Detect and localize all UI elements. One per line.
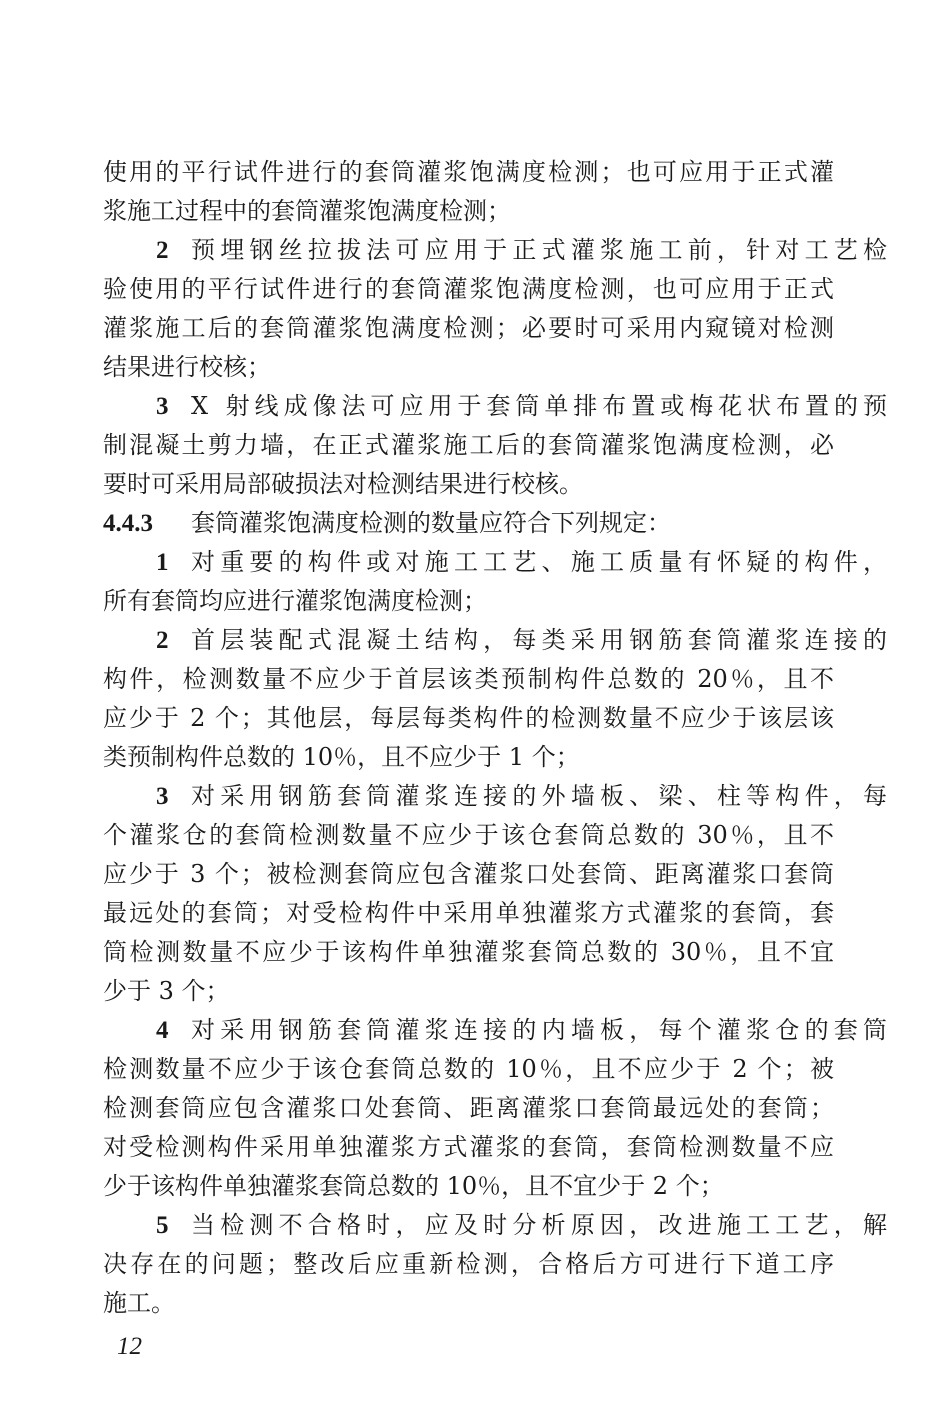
item-number: 1 [156, 549, 169, 576]
line-text: 施工。 [103, 1289, 175, 1317]
line-text: 对受检测构件采用单独灌浆方式灌浆的套筒，套筒检测数量不应 [103, 1133, 834, 1161]
clause-number: 4.4.3 [103, 510, 153, 537]
document-body [103, 153, 893, 1323]
text-line [103, 621, 893, 660]
line-text: 灌浆施工后的套筒灌浆饱满度检测；必要时可采用内窥镜对检测 [103, 314, 834, 342]
text-line [103, 231, 893, 270]
numbered-item [103, 543, 893, 621]
line-text: 少于该构件单独灌浆套筒总数的 10％，且不宜少于 2 个； [103, 1172, 724, 1200]
line-text: 首层装配式混凝土结构，每类采用钢筋套筒灌浆连接的 [191, 626, 893, 654]
text-line [103, 192, 834, 231]
paragraph-continuation [103, 153, 834, 231]
text-line [103, 543, 893, 582]
page-number: 12 [117, 1333, 142, 1360]
text-line [103, 348, 834, 387]
text-line [103, 1284, 834, 1323]
line-text: 使用的平行试件进行的套筒灌浆饱满度检测；也可应用于正式灌 [103, 158, 834, 186]
line-text: 最远处的套筒；对受检构件中采用单独灌浆方式灌浆的套筒，套 [103, 899, 834, 927]
text-line [103, 1245, 834, 1284]
line-text: X 射线成像法可应用于套筒单排布置或梅花状布置的预 [191, 392, 892, 420]
clause-paragraph [103, 504, 834, 543]
text-line [103, 777, 893, 816]
line-text: 所有套筒均应进行灌浆饱满度检测； [103, 587, 487, 615]
item-number: 3 [156, 393, 169, 420]
text-line [103, 270, 834, 309]
text-line [103, 1050, 834, 1089]
numbered-item [103, 387, 892, 504]
text-line [103, 1167, 834, 1206]
line-text: 当检测不合格时，应及时分析原因，改进施工工艺，解 [191, 1211, 893, 1239]
numbered-item [103, 1011, 893, 1206]
text-line [103, 894, 834, 933]
line-text: 对采用钢筋套筒灌浆连接的外墙板、梁、柱等构件，每 [191, 782, 893, 810]
text-line [103, 699, 834, 738]
numbered-item [103, 777, 893, 1011]
item-number: 2 [156, 627, 169, 654]
line-text: 决存在的问题；整改后应重新检测，合格后方可进行下道工序 [103, 1250, 834, 1278]
text-line [103, 816, 834, 855]
line-text: 应少于 3 个；被检测套筒应包含灌浆口处套筒、距离灌浆口套筒 [103, 860, 834, 888]
text-line [103, 933, 834, 972]
item-number: 3 [156, 783, 169, 810]
line-text: 对采用钢筋套筒灌浆连接的内墙板，每个灌浆仓的套筒 [191, 1016, 893, 1044]
text-line [103, 972, 834, 1011]
line-text: 浆施工过程中的套筒灌浆饱满度检测； [103, 197, 511, 225]
text-line [103, 465, 834, 504]
line-text: 对重要的构件或对施工工艺、施工质量有怀疑的构件， [191, 548, 893, 576]
line-text: 个灌浆仓的套筒检测数量不应少于该仓套筒总数的 30％，且不 [103, 821, 834, 849]
text-line [103, 855, 834, 894]
line-text: 验使用的平行试件进行的套筒灌浆饱满度检测，也可应用于正式 [103, 275, 834, 303]
line-text: 检测数量不应少于该仓套筒总数的 10％，且不应少于 2 个；被 [103, 1055, 834, 1083]
line-text: 套筒灌浆饱满度检测的数量应符合下列规定： [191, 509, 671, 537]
text-line [103, 426, 834, 465]
line-text: 要时可采用局部破损法对检测结果进行校核。 [103, 470, 583, 498]
text-line [103, 309, 834, 348]
line-text: 检测套筒应包含灌浆口处套筒、距离灌浆口套筒最远处的套筒； [103, 1094, 834, 1122]
numbered-item [103, 231, 893, 387]
line-text: 结果进行校核； [103, 353, 271, 381]
text-line [103, 738, 834, 777]
text-line [103, 660, 834, 699]
text-line [103, 1128, 834, 1167]
numbered-item [103, 1206, 893, 1323]
text-line [103, 1011, 893, 1050]
line-text: 筒检测数量不应少于该构件单独灌浆套筒总数的 30％，且不宜 [103, 938, 834, 966]
text-line [103, 582, 834, 621]
text-line [103, 153, 834, 192]
line-text: 制混凝土剪力墙，在正式灌浆施工后的套筒灌浆饱满度检测，必 [103, 431, 834, 459]
numbered-item [103, 621, 893, 777]
line-text: 预埋钢丝拉拔法可应用于正式灌浆施工前，针对工艺检 [191, 236, 893, 264]
line-text: 少于 3 个； [103, 977, 230, 1005]
line-text: 类预制构件总数的 10％，且不应少于 1 个； [103, 743, 580, 771]
text-line [103, 1089, 834, 1128]
text-line [103, 504, 834, 543]
line-text: 应少于 2 个；其他层，每层每类构件的检测数量不应少于该层该 [103, 704, 834, 732]
text-line [103, 1206, 893, 1245]
item-number: 4 [156, 1017, 169, 1044]
line-text: 构件，检测数量不应少于首层该类预制构件总数的 20％，且不 [103, 665, 834, 693]
text-line [103, 387, 892, 426]
item-number: 5 [156, 1212, 169, 1239]
item-number: 2 [156, 237, 169, 264]
